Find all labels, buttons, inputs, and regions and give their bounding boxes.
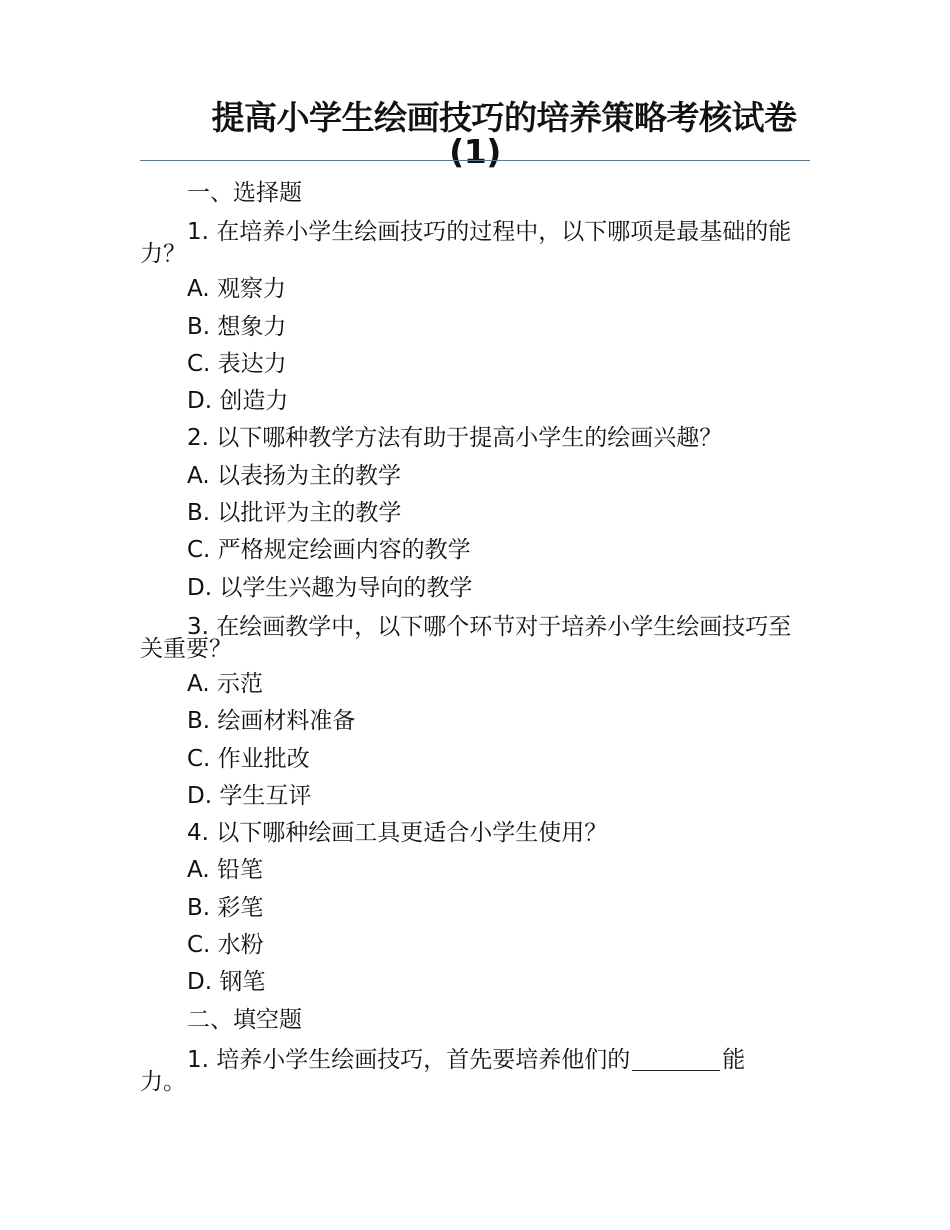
fill-question-text: 1. 培养小学生绘画技巧，首先要培养他们的 — [187, 1046, 631, 1073]
question-stem: 3. 在绘画教学中，以下哪个环节对于培养小学生绘画技巧至关重要？ — [140, 613, 792, 662]
question-option: D. 以学生兴趣为导向的教学 — [187, 574, 473, 601]
title-line-1: 提高小学生绘画技巧的培养策略考核试卷 — [211, 98, 797, 137]
section-header-fill: 二、填空题 — [187, 1006, 302, 1033]
question-option: B. 想象力 — [187, 313, 287, 340]
question-option: C. 表达力 — [187, 350, 287, 377]
question-option: A. 示范 — [187, 670, 263, 697]
fill-question-suffix: 能力。 — [140, 1046, 746, 1095]
question-option: A. 铅笔 — [187, 857, 263, 884]
question-option: D. 钢笔 — [187, 969, 266, 996]
question-option: A. 以表扬为主的教学 — [187, 462, 401, 489]
question-option: C. 作业批改 — [187, 745, 310, 772]
question-stem: 1. 在培养小学生绘画技巧的过程中，以下哪项是最基础的能力？ — [140, 219, 792, 268]
question-option: C. 严格规定绘画内容的教学 — [187, 537, 471, 564]
question-option: D. 创造力 — [187, 388, 289, 415]
exam-content — [140, 175, 812, 1099]
title-divider — [140, 160, 810, 161]
fill-question — [140, 1039, 812, 1099]
question-option: B. 以批评为主的教学 — [187, 500, 402, 527]
question-option: B. 彩笔 — [187, 894, 264, 921]
question-option: B. 绘画材料准备 — [187, 708, 356, 735]
title-line-2: (1) — [449, 132, 501, 171]
answer-blank[interactable] — [632, 1048, 720, 1071]
question-stem: 2. 以下哪种教学方法有助于提高小学生的绘画兴趣？ — [187, 425, 723, 452]
question-option: D. 学生互评 — [187, 782, 312, 809]
question-option: C. 水粉 — [187, 932, 264, 959]
question-option: A. 观察力 — [187, 276, 286, 303]
section-header-choice: 一、选择题 — [187, 180, 302, 206]
document-title — [140, 98, 810, 171]
question-stem: 4. 以下哪种绘画工具更适合小学生使用？ — [187, 820, 608, 847]
